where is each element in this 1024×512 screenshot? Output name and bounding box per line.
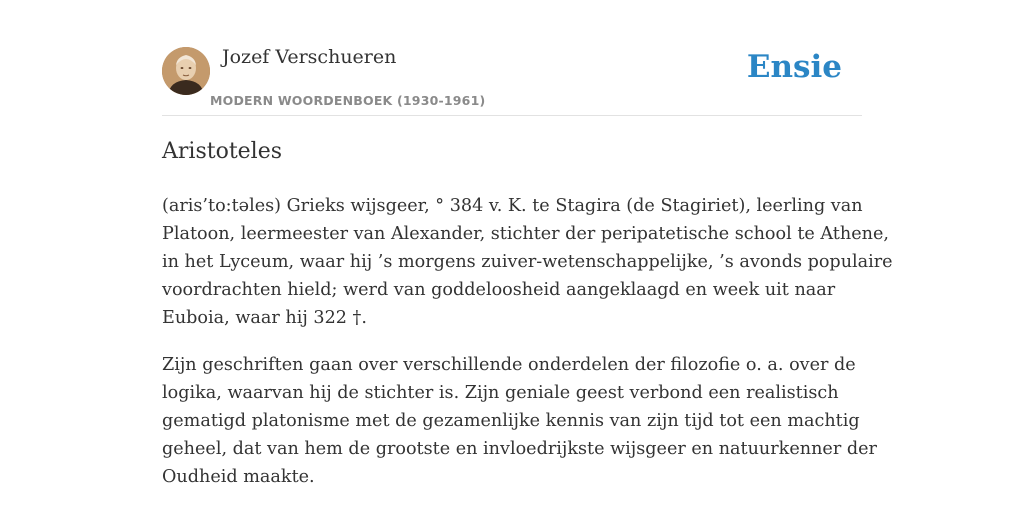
entry-body bbox=[162, 192, 893, 510]
text-line: gematigd platonisme met de gezamenlijke kennis van zijn tijd tot een machtig bbox=[162, 411, 860, 431]
author-name[interactable]: Jozef Verschueren bbox=[222, 46, 397, 68]
text-line: voordrachten hield; werd van goddeloosheid aangeklaagd en week uit naar bbox=[162, 280, 836, 300]
text-line: Platoon, leermeester van Alexander, stichter der peripatetische school te Athene, bbox=[162, 224, 889, 244]
text-line: Euboia, waar hij 322 †. bbox=[162, 308, 367, 328]
text-line: logika, waarvan hij de stichter is. Zijn geniale geest verbond een realistisch bbox=[162, 383, 839, 403]
paragraph bbox=[162, 351, 877, 491]
text-line: Zijn geschriften gaan over verschillende onderdelen der filozofie o. a. over de bbox=[162, 355, 856, 375]
author-avatar[interactable] bbox=[162, 47, 210, 95]
text-line: geheel, dat van hem de grootste en invloedrijkste wijsgeer en natuurkenner der bbox=[162, 439, 877, 459]
header-divider bbox=[162, 115, 862, 116]
brand-logo[interactable]: Ensie bbox=[746, 49, 842, 85]
entry-title: Aristoteles bbox=[162, 139, 283, 164]
text-line: in het Lyceum, waar hij ’s morgens zuiver-wetenschappelijke, ’s avonds populaire bbox=[162, 252, 893, 272]
paragraph bbox=[162, 192, 893, 332]
text-line: (aris’to:təles) Grieks wijsgeer, ° 384 v. K. te Stagira (de Stagiriet), leerling van bbox=[162, 196, 863, 216]
source-label[interactable]: MODERN WOORDENBOEK (1930-1961) bbox=[210, 93, 486, 108]
author-portrait-icon bbox=[162, 47, 210, 95]
entry-header bbox=[162, 45, 862, 115]
text-line: Oudheid maakte. bbox=[162, 467, 315, 487]
